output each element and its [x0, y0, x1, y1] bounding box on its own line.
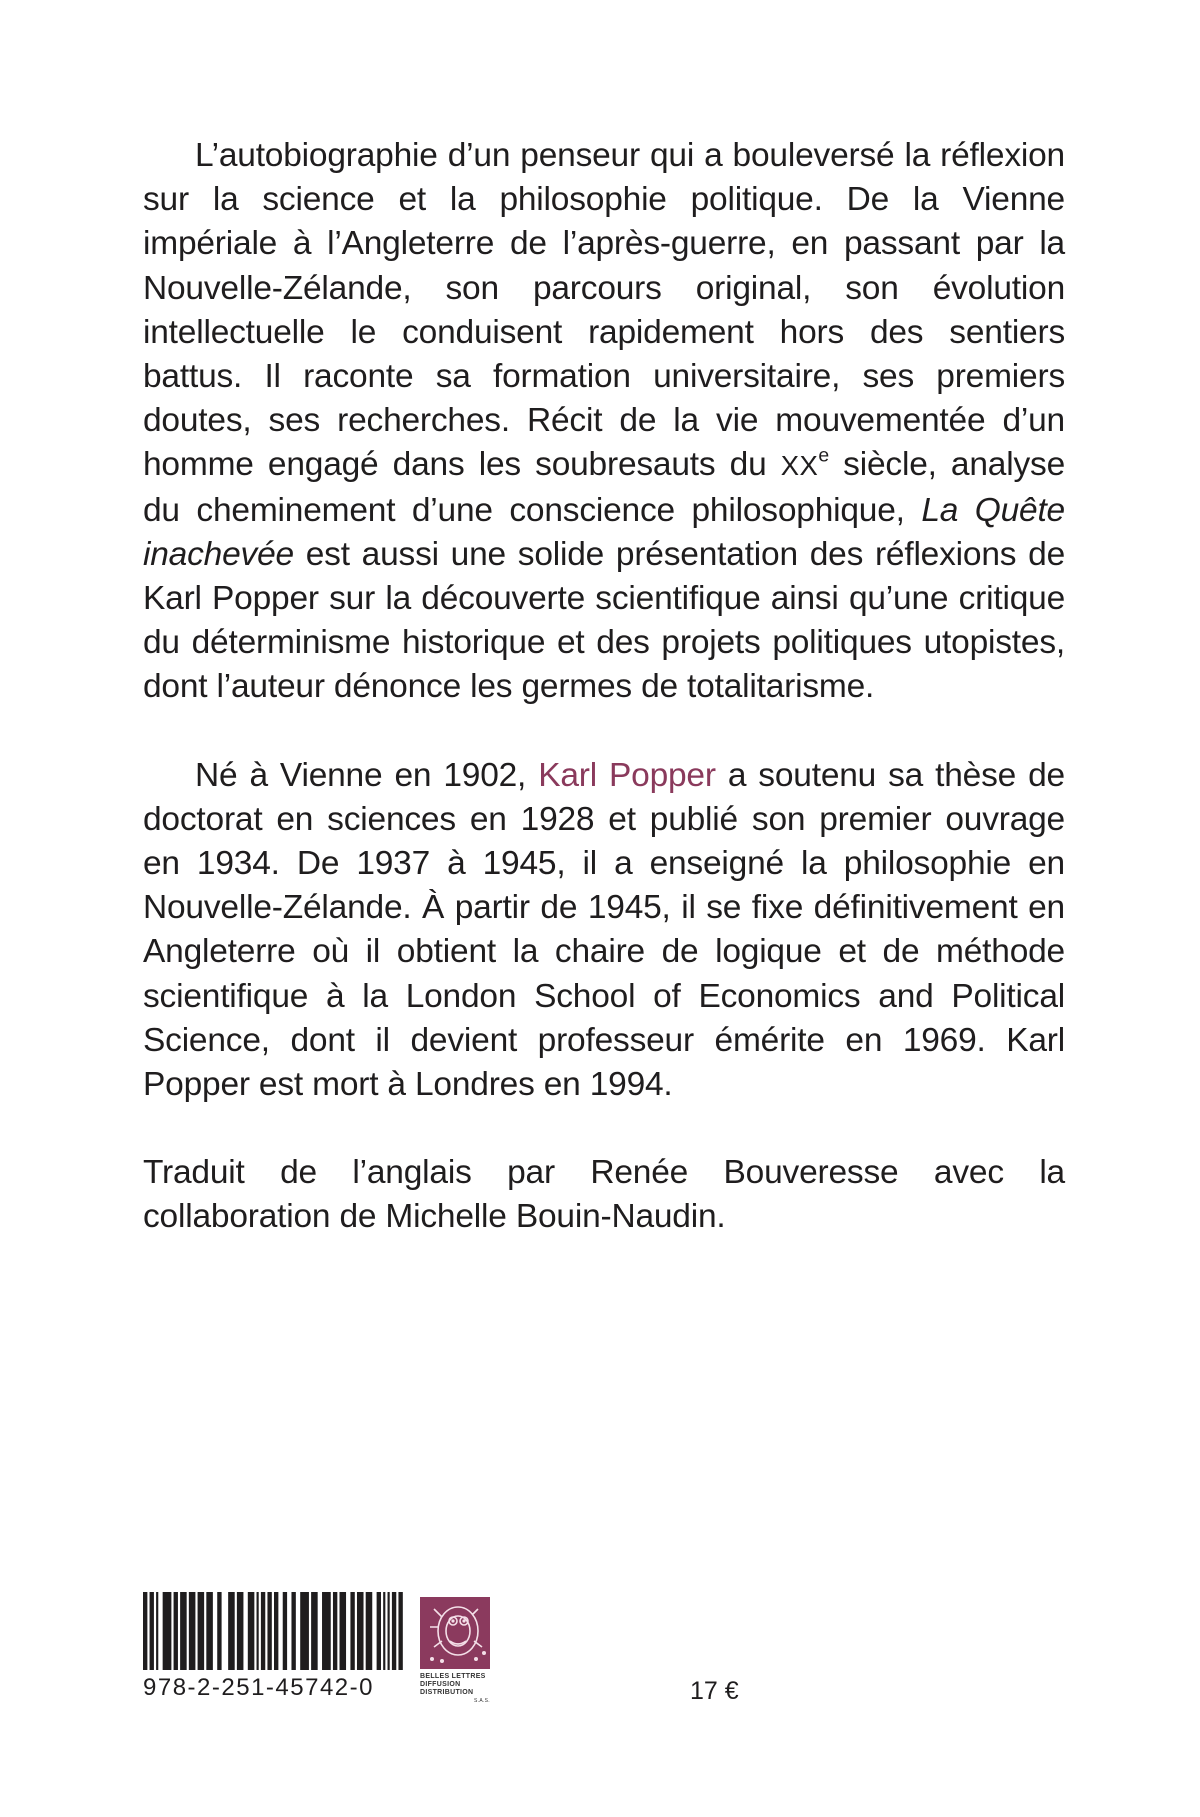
barcode-bar — [228, 1592, 235, 1670]
century-numeral: XX — [780, 450, 819, 482]
barcode-bar — [274, 1592, 278, 1670]
isbn-number: 978-2-251-45742-0 — [143, 1674, 374, 1701]
barcode-bar — [398, 1592, 402, 1670]
barcode-bar — [180, 1592, 187, 1670]
barcode-bar — [311, 1592, 318, 1670]
barcode-bar — [388, 1592, 390, 1670]
publisher-line-4: S.A.S. — [474, 1698, 490, 1704]
barcode-bar — [248, 1592, 255, 1670]
book-title: La Quête inachevée — [143, 491, 1065, 573]
back-cover-text — [143, 134, 1065, 1240]
barcode-bar — [350, 1592, 354, 1670]
author-bio-paragraph — [143, 754, 1065, 1108]
summary-text-part-1: L’autobiographie d’un penseur qui a bouleversé la réflexion sur la science et la philosophie politique. De la Vienne impériale à l’Angleterre de l’après-guerre, en passant par la Nouvelle-Zélande, son parcours original, son évolution intellectuelle le conduisent rapidement hors des sentiers battus. Il raconte sa formation universitaire, ses premiers doutes, ses recherches. Récit de la vie mouvementée d’un homme engagé dans les soubresauts du — [143, 137, 1065, 484]
publisher-logo — [420, 1597, 490, 1707]
summary-paragraph — [143, 134, 1065, 710]
translation-credit: Traduit de l’anglais par Renée Bouveresse avec la collaboration de Michelle Bouin-Naudin. — [143, 1154, 1065, 1236]
barcode-bar — [267, 1592, 271, 1670]
barcode-bar — [333, 1592, 337, 1670]
barcode-bar — [291, 1592, 295, 1670]
century-suffix: e — [818, 444, 829, 467]
barcode-bar — [198, 1592, 205, 1670]
barcode-bar — [189, 1592, 196, 1670]
barcode-bar — [143, 1592, 147, 1670]
barcode-bar — [257, 1592, 259, 1670]
barcode-bar — [300, 1592, 309, 1670]
barcode-bar — [163, 1592, 172, 1670]
barcode-bar — [174, 1592, 178, 1670]
barcode-bar — [340, 1592, 347, 1670]
barcode-bar — [217, 1592, 221, 1670]
barcode-bar — [322, 1592, 331, 1670]
barcode-bar — [150, 1592, 154, 1670]
barcode-bar — [377, 1592, 381, 1670]
barcode-bar — [366, 1592, 373, 1670]
publisher-line-2: DIFFUSION — [420, 1681, 461, 1688]
price: 17 € — [690, 1677, 739, 1705]
bio-text-part-2: a soutenu sa thèse de doctorat en sciences en 1928 et publié son premier ouvrage en 1934. De 1937 à 1945, il a enseigné la philosophie en Nouvelle-Zélande. À partir de 1945, il se fixe définitivement en Angleterre où il obtient la chaire de logique et de méthode scientifique à la London School of Economics and Political Science, dont il devient professeur émérite en 1969. Karl Popper est mort à Londres en 1994. — [143, 756, 1065, 1104]
barcode-bar — [156, 1592, 158, 1670]
publisher-line-1: BELLES LETTRES — [420, 1673, 486, 1680]
barcode — [143, 1592, 405, 1670]
barcode-bar — [206, 1592, 213, 1670]
barcode-bar — [392, 1592, 396, 1670]
barcode-bar — [237, 1592, 244, 1670]
barcode-bar — [283, 1592, 287, 1670]
bio-text-part-1: Né à Vienne en 1902, — [195, 756, 539, 794]
publisher-line-3: DISTRIBUTION — [420, 1689, 474, 1696]
summary-text-part-2: siècle, analyse du cheminement d’une conscience philosophique, — [143, 446, 1066, 529]
publisher-emblem-icon — [420, 1597, 490, 1669]
publisher-name — [420, 1673, 490, 1705]
barcode-bar — [357, 1592, 364, 1670]
barcode-bar — [383, 1592, 385, 1670]
author-name: Karl Popper — [538, 756, 716, 794]
summary-text-part-3: est aussi une solide présentation des réflexions de Karl Popper sur la découverte scientifique ainsi qu’une critique du déterminisme historique et des projets politiques utopistes, dont l’auteur dénonce les germes de totalitarisme. — [143, 535, 1065, 706]
barcode-bar — [261, 1592, 265, 1670]
